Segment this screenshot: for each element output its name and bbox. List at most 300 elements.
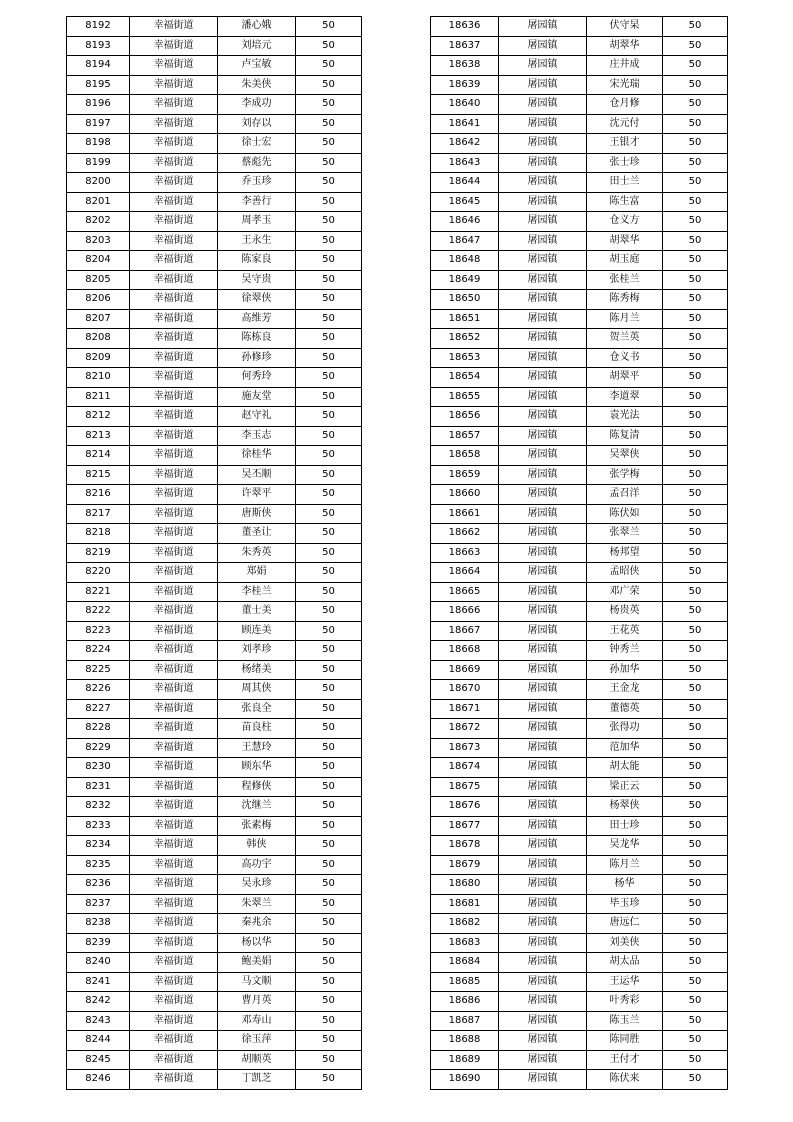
serial-cell: 18653 [431, 348, 499, 368]
amount-cell: 50 [296, 992, 362, 1012]
name-cell: 施友堂 [218, 387, 296, 407]
area-cell: 屠园镇 [499, 270, 587, 290]
table-row [67, 719, 362, 739]
name-cell: 孟昭侠 [587, 563, 663, 583]
name-cell: 陈伏如 [587, 504, 663, 524]
serial-cell: 8209 [67, 348, 130, 368]
area-cell: 屠园镇 [499, 426, 587, 446]
name-cell: 孙加华 [587, 660, 663, 680]
name-cell: 胡太能 [587, 758, 663, 778]
name-cell: 朱翠兰 [218, 894, 296, 914]
area-cell: 屠园镇 [499, 719, 587, 739]
serial-cell: 8197 [67, 114, 130, 134]
area-cell: 幸福街道 [130, 855, 218, 875]
area-cell: 幸福街道 [130, 17, 218, 37]
serial-cell: 18652 [431, 329, 499, 349]
serial-cell: 18690 [431, 1070, 499, 1090]
name-cell: 吴龙华 [587, 836, 663, 856]
name-cell: 何秀玲 [218, 368, 296, 388]
name-cell: 李玉志 [218, 426, 296, 446]
name-cell: 沈继兰 [218, 797, 296, 817]
amount-cell: 50 [663, 270, 728, 290]
area-cell: 幸福街道 [130, 563, 218, 583]
amount-cell: 50 [296, 114, 362, 134]
amount-cell: 50 [663, 75, 728, 95]
table-row [431, 407, 728, 427]
table-row [431, 933, 728, 953]
serial-cell: 8223 [67, 621, 130, 641]
amount-cell: 50 [296, 426, 362, 446]
amount-cell: 50 [663, 641, 728, 661]
amount-cell: 50 [296, 1070, 362, 1090]
name-cell: 陈玉兰 [587, 1011, 663, 1031]
serial-cell: 8232 [67, 797, 130, 817]
table-row [67, 953, 362, 973]
table-row [67, 231, 362, 251]
right-table [430, 16, 728, 1090]
area-cell: 幸福街道 [130, 348, 218, 368]
table-row [431, 134, 728, 154]
name-cell: 田士珍 [587, 816, 663, 836]
table-row [67, 329, 362, 349]
area-cell: 屠园镇 [499, 212, 587, 232]
serial-cell: 8237 [67, 894, 130, 914]
table-row [67, 816, 362, 836]
table-row [67, 758, 362, 778]
table-row [431, 543, 728, 563]
name-cell: 杨翠侠 [587, 797, 663, 817]
amount-cell: 50 [296, 173, 362, 193]
name-cell: 梁正云 [587, 777, 663, 797]
serial-cell: 18655 [431, 387, 499, 407]
serial-cell: 18662 [431, 524, 499, 544]
area-cell: 屠园镇 [499, 446, 587, 466]
amount-cell: 50 [296, 368, 362, 388]
area-cell: 屠园镇 [499, 894, 587, 914]
serial-cell: 8219 [67, 543, 130, 563]
amount-cell: 50 [296, 309, 362, 329]
serial-cell: 18651 [431, 309, 499, 329]
area-cell: 屠园镇 [499, 621, 587, 641]
table-row [67, 933, 362, 953]
name-cell: 胡顺英 [218, 1050, 296, 1070]
table-row [67, 1031, 362, 1051]
serial-cell: 18640 [431, 95, 499, 115]
name-cell: 吴永珍 [218, 875, 296, 895]
area-cell: 屠园镇 [499, 660, 587, 680]
name-cell: 刘美侠 [587, 933, 663, 953]
table-row [67, 1050, 362, 1070]
amount-cell: 50 [296, 641, 362, 661]
amount-cell: 50 [296, 953, 362, 973]
area-cell: 屠园镇 [499, 953, 587, 973]
amount-cell: 50 [663, 933, 728, 953]
name-cell: 庄井成 [587, 56, 663, 76]
area-cell: 幸福街道 [130, 777, 218, 797]
area-cell: 幸福街道 [130, 816, 218, 836]
table-row [67, 777, 362, 797]
amount-cell: 50 [663, 173, 728, 193]
table-row [431, 758, 728, 778]
area-cell: 屠园镇 [499, 173, 587, 193]
amount-cell: 50 [663, 563, 728, 583]
serial-cell: 18645 [431, 192, 499, 212]
name-cell: 陈秀梅 [587, 290, 663, 310]
amount-cell: 50 [663, 914, 728, 934]
amount-cell: 50 [663, 153, 728, 173]
amount-cell: 50 [296, 270, 362, 290]
table-row [431, 524, 728, 544]
name-cell: 吴丕顺 [218, 465, 296, 485]
area-cell: 幸福街道 [130, 738, 218, 758]
amount-cell: 50 [663, 1050, 728, 1070]
amount-cell: 50 [663, 699, 728, 719]
area-cell: 屠园镇 [499, 1050, 587, 1070]
serial-cell: 8198 [67, 134, 130, 154]
serial-cell: 18658 [431, 446, 499, 466]
serial-cell: 18646 [431, 212, 499, 232]
area-cell: 屠园镇 [499, 348, 587, 368]
serial-cell: 8239 [67, 933, 130, 953]
serial-cell: 18677 [431, 816, 499, 836]
name-cell: 潘心娥 [218, 17, 296, 37]
table-row [67, 153, 362, 173]
amount-cell: 50 [663, 95, 728, 115]
amount-cell: 50 [296, 329, 362, 349]
name-cell: 高维芳 [218, 309, 296, 329]
table-row [67, 114, 362, 134]
table-row [67, 543, 362, 563]
serial-cell: 8196 [67, 95, 130, 115]
amount-cell: 50 [663, 134, 728, 154]
serial-cell: 8231 [67, 777, 130, 797]
serial-cell: 18663 [431, 543, 499, 563]
area-cell: 幸福街道 [130, 368, 218, 388]
name-cell: 陈栋良 [218, 329, 296, 349]
area-cell: 屠园镇 [499, 329, 587, 349]
amount-cell: 50 [663, 329, 728, 349]
serial-cell: 18639 [431, 75, 499, 95]
table-row [67, 192, 362, 212]
table-row [67, 641, 362, 661]
area-cell: 屠园镇 [499, 875, 587, 895]
name-cell: 吴翠侠 [587, 446, 663, 466]
amount-cell: 50 [663, 992, 728, 1012]
area-cell: 屠园镇 [499, 309, 587, 329]
serial-cell: 8224 [67, 641, 130, 661]
amount-cell: 50 [663, 56, 728, 76]
serial-cell: 8246 [67, 1070, 130, 1090]
table-row [431, 836, 728, 856]
table-row [67, 212, 362, 232]
name-cell: 程修侠 [218, 777, 296, 797]
table-row [431, 953, 728, 973]
name-cell: 李桂兰 [218, 582, 296, 602]
table-row [67, 368, 362, 388]
serial-cell: 18678 [431, 836, 499, 856]
area-cell: 屠园镇 [499, 134, 587, 154]
serial-cell: 18670 [431, 680, 499, 700]
area-cell: 幸福街道 [130, 251, 218, 271]
table-row [431, 816, 728, 836]
area-cell: 幸福街道 [130, 894, 218, 914]
table-row [67, 660, 362, 680]
amount-cell: 50 [296, 192, 362, 212]
table-row [67, 680, 362, 700]
table-row [67, 1070, 362, 1090]
area-cell: 幸福街道 [130, 602, 218, 622]
area-cell: 幸福街道 [130, 524, 218, 544]
area-cell: 屠园镇 [499, 777, 587, 797]
area-cell: 幸福街道 [130, 875, 218, 895]
name-cell: 朱美侠 [218, 75, 296, 95]
serial-cell: 18673 [431, 738, 499, 758]
serial-cell: 8225 [67, 660, 130, 680]
amount-cell: 50 [296, 212, 362, 232]
name-cell: 徐士宏 [218, 134, 296, 154]
name-cell: 袁光法 [587, 407, 663, 427]
table-row [431, 602, 728, 622]
table-row [67, 407, 362, 427]
serial-cell: 18687 [431, 1011, 499, 1031]
serial-cell: 18667 [431, 621, 499, 641]
table-row [431, 368, 728, 388]
area-cell: 屠园镇 [499, 914, 587, 934]
table-row [67, 992, 362, 1012]
table-row [67, 621, 362, 641]
serial-cell: 8213 [67, 426, 130, 446]
area-cell: 幸福街道 [130, 504, 218, 524]
amount-cell: 50 [663, 875, 728, 895]
area-cell: 幸福街道 [130, 972, 218, 992]
name-cell: 刘存以 [218, 114, 296, 134]
amount-cell: 50 [296, 290, 362, 310]
table-row [67, 894, 362, 914]
amount-cell: 50 [296, 56, 362, 76]
area-cell: 屠园镇 [499, 992, 587, 1012]
name-cell: 李善行 [218, 192, 296, 212]
name-cell: 卢宝敏 [218, 56, 296, 76]
table-row [67, 563, 362, 583]
amount-cell: 50 [296, 485, 362, 505]
area-cell: 幸福街道 [130, 1011, 218, 1031]
amount-cell: 50 [296, 582, 362, 602]
table-row [67, 251, 362, 271]
area-cell: 幸福街道 [130, 173, 218, 193]
amount-cell: 50 [296, 75, 362, 95]
area-cell: 幸福街道 [130, 192, 218, 212]
name-cell: 陈月兰 [587, 309, 663, 329]
serial-cell: 8204 [67, 251, 130, 271]
name-cell: 邓寿山 [218, 1011, 296, 1031]
name-cell: 胡太品 [587, 953, 663, 973]
serial-cell: 8199 [67, 153, 130, 173]
area-cell: 屠园镇 [499, 758, 587, 778]
area-cell: 幸福街道 [130, 582, 218, 602]
name-cell: 郑娟 [218, 563, 296, 583]
amount-cell: 50 [296, 134, 362, 154]
serial-cell: 18661 [431, 504, 499, 524]
serial-cell: 18641 [431, 114, 499, 134]
serial-cell: 8200 [67, 173, 130, 193]
amount-cell: 50 [296, 446, 362, 466]
area-cell: 屠园镇 [499, 641, 587, 661]
serial-cell: 18637 [431, 36, 499, 56]
serial-cell: 8203 [67, 231, 130, 251]
table-row [431, 485, 728, 505]
area-cell: 幸福街道 [130, 56, 218, 76]
name-cell: 王银才 [587, 134, 663, 154]
area-cell: 幸福街道 [130, 641, 218, 661]
name-cell: 张得功 [587, 719, 663, 739]
table-row [67, 173, 362, 193]
serial-cell: 18681 [431, 894, 499, 914]
serial-cell: 18654 [431, 368, 499, 388]
area-cell: 幸福街道 [130, 660, 218, 680]
area-cell: 屠园镇 [499, 836, 587, 856]
name-cell: 徐桂华 [218, 446, 296, 466]
table-row [431, 446, 728, 466]
serial-cell: 8221 [67, 582, 130, 602]
amount-cell: 50 [663, 777, 728, 797]
name-cell: 杨邦望 [587, 543, 663, 563]
name-cell: 乔玉珍 [218, 173, 296, 193]
table-row [431, 270, 728, 290]
amount-cell: 50 [663, 582, 728, 602]
area-cell: 屠园镇 [499, 602, 587, 622]
amount-cell: 50 [296, 699, 362, 719]
area-cell: 幸福街道 [130, 36, 218, 56]
serial-cell: 18638 [431, 56, 499, 76]
serial-cell: 8245 [67, 1050, 130, 1070]
serial-cell: 8216 [67, 485, 130, 505]
name-cell: 胡玉庭 [587, 251, 663, 271]
amount-cell: 50 [296, 894, 362, 914]
area-cell: 幸福街道 [130, 446, 218, 466]
area-cell: 屠园镇 [499, 368, 587, 388]
name-cell: 李道翠 [587, 387, 663, 407]
area-cell: 屠园镇 [499, 485, 587, 505]
table-row [67, 972, 362, 992]
area-cell: 幸福街道 [130, 1050, 218, 1070]
serial-cell: 8227 [67, 699, 130, 719]
area-cell: 幸福街道 [130, 719, 218, 739]
table-row [431, 309, 728, 329]
amount-cell: 50 [296, 543, 362, 563]
amount-cell: 50 [296, 933, 362, 953]
table-row [67, 855, 362, 875]
table-row [67, 738, 362, 758]
table-row [67, 75, 362, 95]
serial-cell: 8218 [67, 524, 130, 544]
serial-cell: 18664 [431, 563, 499, 583]
table-row [431, 75, 728, 95]
amount-cell: 50 [296, 621, 362, 641]
area-cell: 幸福街道 [130, 153, 218, 173]
amount-cell: 50 [296, 738, 362, 758]
table-row [67, 836, 362, 856]
amount-cell: 50 [663, 680, 728, 700]
name-cell: 许翠平 [218, 485, 296, 505]
amount-cell: 50 [296, 1031, 362, 1051]
serial-cell: 18644 [431, 173, 499, 193]
amount-cell: 50 [663, 1031, 728, 1051]
serial-cell: 8238 [67, 914, 130, 934]
area-cell: 幸福街道 [130, 680, 218, 700]
name-cell: 鲍美娟 [218, 953, 296, 973]
amount-cell: 50 [663, 894, 728, 914]
name-cell: 仓义书 [587, 348, 663, 368]
table-row [431, 563, 728, 583]
table-row [431, 1011, 728, 1031]
name-cell: 董德英 [587, 699, 663, 719]
serial-cell: 18643 [431, 153, 499, 173]
amount-cell: 50 [296, 875, 362, 895]
table-row [67, 387, 362, 407]
area-cell: 幸福街道 [130, 270, 218, 290]
area-cell: 幸福街道 [130, 134, 218, 154]
serial-cell: 18657 [431, 426, 499, 446]
area-cell: 幸福街道 [130, 953, 218, 973]
table-row [431, 426, 728, 446]
amount-cell: 50 [296, 465, 362, 485]
amount-cell: 50 [296, 758, 362, 778]
amount-cell: 50 [663, 426, 728, 446]
area-cell: 屠园镇 [499, 251, 587, 271]
area-cell: 屠园镇 [499, 95, 587, 115]
area-cell: 屠园镇 [499, 933, 587, 953]
amount-cell: 50 [296, 407, 362, 427]
area-cell: 幸福街道 [130, 290, 218, 310]
table-row [431, 992, 728, 1012]
amount-cell: 50 [296, 914, 362, 934]
area-cell: 屠园镇 [499, 972, 587, 992]
amount-cell: 50 [663, 485, 728, 505]
amount-cell: 50 [663, 953, 728, 973]
serial-cell: 18685 [431, 972, 499, 992]
name-cell: 陈生富 [587, 192, 663, 212]
table-row [67, 56, 362, 76]
area-cell: 屠园镇 [499, 36, 587, 56]
amount-cell: 50 [663, 251, 728, 271]
name-cell: 贺兰英 [587, 329, 663, 349]
table-row [67, 17, 362, 37]
serial-cell: 8226 [67, 680, 130, 700]
serial-cell: 8201 [67, 192, 130, 212]
serial-cell: 18682 [431, 914, 499, 934]
area-cell: 幸福街道 [130, 465, 218, 485]
area-cell: 屠园镇 [499, 192, 587, 212]
serial-cell: 8235 [67, 855, 130, 875]
area-cell: 屠园镇 [499, 290, 587, 310]
name-cell: 王金龙 [587, 680, 663, 700]
amount-cell: 50 [663, 231, 728, 251]
serial-cell: 18636 [431, 17, 499, 37]
area-cell: 屠园镇 [499, 582, 587, 602]
name-cell: 陈家良 [218, 251, 296, 271]
serial-cell: 18650 [431, 290, 499, 310]
serial-cell: 8234 [67, 836, 130, 856]
area-cell: 幸福街道 [130, 992, 218, 1012]
area-cell: 屠园镇 [499, 524, 587, 544]
table-row [67, 36, 362, 56]
serial-cell: 18665 [431, 582, 499, 602]
table-row [67, 290, 362, 310]
table-row [431, 660, 728, 680]
amount-cell: 50 [296, 251, 362, 271]
serial-cell: 18676 [431, 797, 499, 817]
table-row [431, 875, 728, 895]
